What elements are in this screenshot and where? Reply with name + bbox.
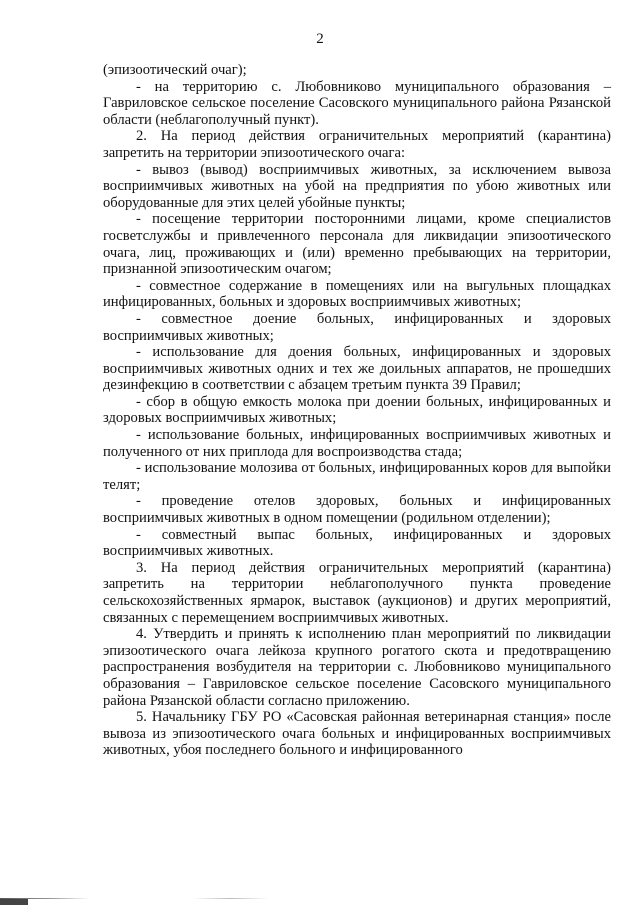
- document-body: [103, 62, 611, 759]
- paragraph-bullet: - совместное содержание в помещениях или на выгульных площадках инфицированных, больных и здоровых восприимчивых животных;: [103, 277, 611, 311]
- paragraph-bullet: - совместное доение больных, инфицированных и здоровых восприимчивых животных;: [103, 310, 611, 344]
- paragraph-bullet: - сбор в общую емкость молока при доении больных, инфицированных и здоровых восприимчивых животных;: [103, 393, 611, 427]
- paragraph-bullet: - проведение отелов здоровых, больных и инфицированных восприимчивых животных в одном помещении (родильном отделении);: [103, 493, 611, 527]
- paragraph-item-5: 5. Начальнику ГБУ РО «Сасовская районная ветеринарная станция» после вывоза из эпизоотического очага больных и инфицированных восприимчивых животных, убоя последнего больного и инфицированного: [103, 709, 611, 759]
- paragraph-item-2: 2. На период действия ограничительных мероприятий (карантина) запретить на территории эпизоотического очага:: [103, 128, 611, 161]
- paragraph-bullet: - использование больных, инфицированных восприимчивых животных и полученного от них приплода для воспроизводства стада;: [103, 427, 611, 460]
- paragraph-bullet: - вывоз (вывод) восприимчивых животных, за исключением вывоза восприимчивых животных на убой на предприятия по убою животных или оборудованные для этих целей убойные пункты;: [103, 161, 611, 211]
- paragraph-continuation: (эпизоотический очаг);: [103, 62, 247, 78]
- paragraph-item-3: 3. На период действия ограничительных мероприятий (карантина) запретить на территории неблагополучного пункта проведение сельскохозяйственных ярмарок, выставок (аукционов) и других мероприятий, связанных с перемещением восприимчивых животных.: [103, 559, 611, 626]
- scan-edge-corner: [0, 899, 28, 905]
- paragraph-bullet: - использование молозива от больных, инфицированных коров для выпойки телят;: [103, 460, 611, 493]
- paragraph-bullet: - совместный выпас больных, инфицированных и здоровых восприимчивых животных.: [103, 526, 611, 560]
- page-number: 2: [316, 31, 324, 47]
- paragraph-bullet: - на территорию с. Любовниково муниципального образования – Гавриловское сельское поселение Сасовского муниципального района Рязанской области (неблагополучный пункт).: [103, 78, 611, 128]
- paragraph-bullet: - использование для доения больных, инфицированных и здоровых восприимчивых животных одних и тех же доильных аппаратов, не прошедших дезинфекцию в соответствии с абзацем третьим пункта 39 Правил;: [103, 344, 611, 394]
- paragraph-item-4: 4. Утвердить и принять к исполнению план мероприятий по ликвидации эпизоотического очага лейкоза крупного рогатого скота и предотвращению распространения возбудителя на территории с. Любовниково муниципального образования – Гавриловское сельское поселение Сасовского муниципального района Рязанской области согласно приложению.: [103, 626, 611, 709]
- paragraph-bullet: - посещение территории посторонними лицами, кроме специалистов госветслужбы и привлеченного персонала для ликвидации эпизоотического очага, лиц, проживающих и (или) временно пребывающих на территории, признанной эпизоотическим очагом;: [103, 211, 611, 278]
- scan-edge-line: [0, 898, 640, 899]
